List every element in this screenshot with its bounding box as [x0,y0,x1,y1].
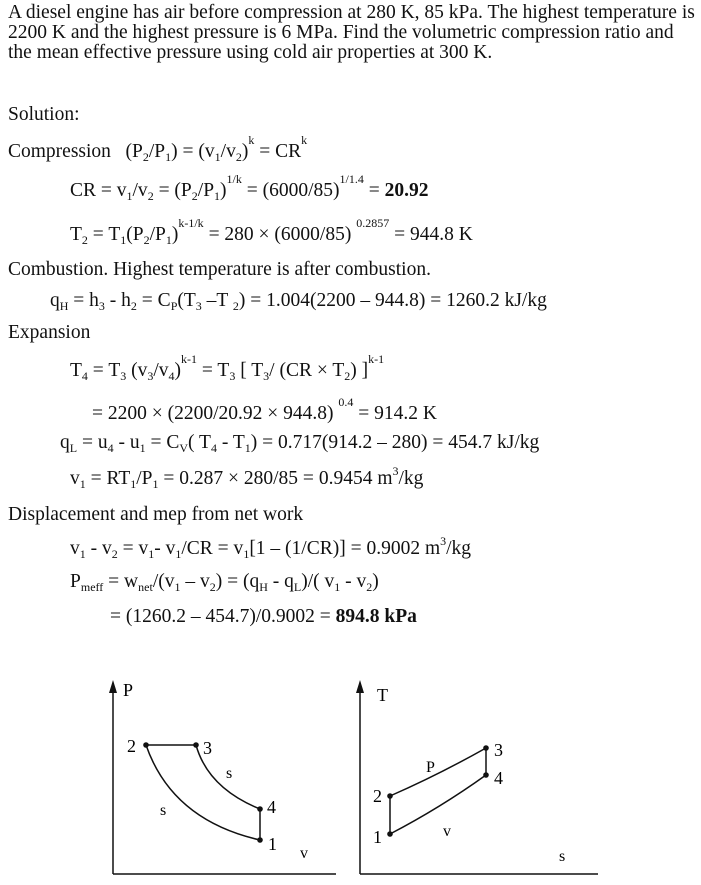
t2-equation: $T_2 = T_1(P_2/P_1)^{k-1/k} = 280 \times (6000/85) ^{0.2857} = 944.8$ K [70,216,473,247]
ts-label-P: P [426,759,435,776]
ts-diagram [348,678,600,883]
pv-label-3: 3 [203,738,212,758]
mep-equation: = (1260.2 – 454.7)/0.9002 = 894.8 kPa [110,606,417,627]
pmeff-equation: $P_{meff} = w_{net}/(v_1 - v_2) = (q_H - q_L)/$( $v_1 - v_2$) [70,571,379,594]
expansion-heading: Expansion [8,322,91,343]
ts-point-4 [483,772,489,778]
mep-result: 894.8 kPa [335,606,417,627]
t4-equation-2: = 2200 × (2200/20.92 × 944.8) $^{0.4}$ = 914.2 K [92,395,437,424]
solution-heading: Solution: [8,104,80,125]
pv-y-arrow [109,680,117,693]
qh-result: 1260.2 kJ/kg [446,290,547,311]
pv-label-2: 2 [127,736,136,756]
pv-label-s-compression: s [160,802,167,819]
displacement-result: 0.9002 [366,538,421,559]
pv-x-label: v [300,845,308,862]
t4-result: 914.2 K [374,403,437,424]
t4-equation-1: $T_4 = T_3$ $(v_3/v_4)^{k-1} = T_3$ [ $T_3/$ $(CR \times T_2)$ ]$^{k-1}$ [70,352,385,383]
pv-diagram [100,678,340,883]
ts-x-label: s [559,848,566,865]
ql-equation: $q_L = u_4 - u_1 = C_V$( $T_4 - T_1) = 0.717(914.2 - 280) = 454.7$ kJ/kg [60,432,540,455]
problem-statement: A diesel engine has air before compression at 280 K, 85 kPa. The highest temperature is 2200 K and the highest pressure is 6 MPa. Find the volumetric compression ratio and the mean effective pressure using cold air properties at 300 K. [8,2,695,63]
ts-point-3 [483,745,489,751]
compression-label: Compression [8,141,111,162]
pv-label-s-expansion: s [226,765,233,782]
displacement-heading: Displacement and mep from net work [8,504,304,525]
displacement-equation: $v_1 - v_2 = v_1-$ $v_1/CR = v_1[1 - (1/CR)] = 0.9002$ $m^3/kg$ [70,534,472,561]
qh-equation: $q_H = h_3 - h_2 = C_P(T_3$ –T $_2$) = 1.004(2200 – 944.8) = 1260.2 kJ/kg [50,290,547,313]
ts-y-arrow [356,680,364,693]
ts-point-2 [387,793,393,799]
ts-label-v: v [443,823,451,840]
v1-equation: $v_1 = RT_1/P_1 = 0.287 \times 280/85 = 0.9454$ $m^3/kg$ [70,464,424,491]
pv-point-2 [143,742,149,748]
ts-label-1: 1 [373,827,382,847]
pv-point-4 [257,806,263,812]
pv-point-1 [257,837,263,843]
ql-result: 454.7 kJ/kg [448,432,540,453]
cr-equation: CR = $v_1/v_2 = (P_2/P_1)^{1/k} = (6000/85)^{1/1.4} = 20.92$ [70,172,429,203]
pv-point-3 [193,742,199,748]
ts-process-2-3 [390,748,486,796]
ts-label-3: 3 [494,740,503,760]
ts-label-4: 4 [494,768,503,788]
combustion-heading: Combustion. Highest temperature is after combustion. [8,259,431,280]
pv-y-label: P [123,680,134,700]
t2-result: 944.8 K [409,224,473,245]
ts-point-1 [387,831,393,837]
v1-result: 0.9454 [318,468,373,489]
cr-result: 20.92 [384,180,429,201]
ts-label-2: 2 [373,786,382,806]
pv-process-1-2 [146,745,260,840]
pv-label-4: 4 [267,797,276,817]
pv-label-1: 1 [268,834,277,854]
ts-y-label: T [377,685,388,705]
ts-process-4-1 [390,775,486,834]
compression-line: Compression $(P_2/P_1) = (v_1/v_2)^k = CR^k$ [8,133,308,164]
